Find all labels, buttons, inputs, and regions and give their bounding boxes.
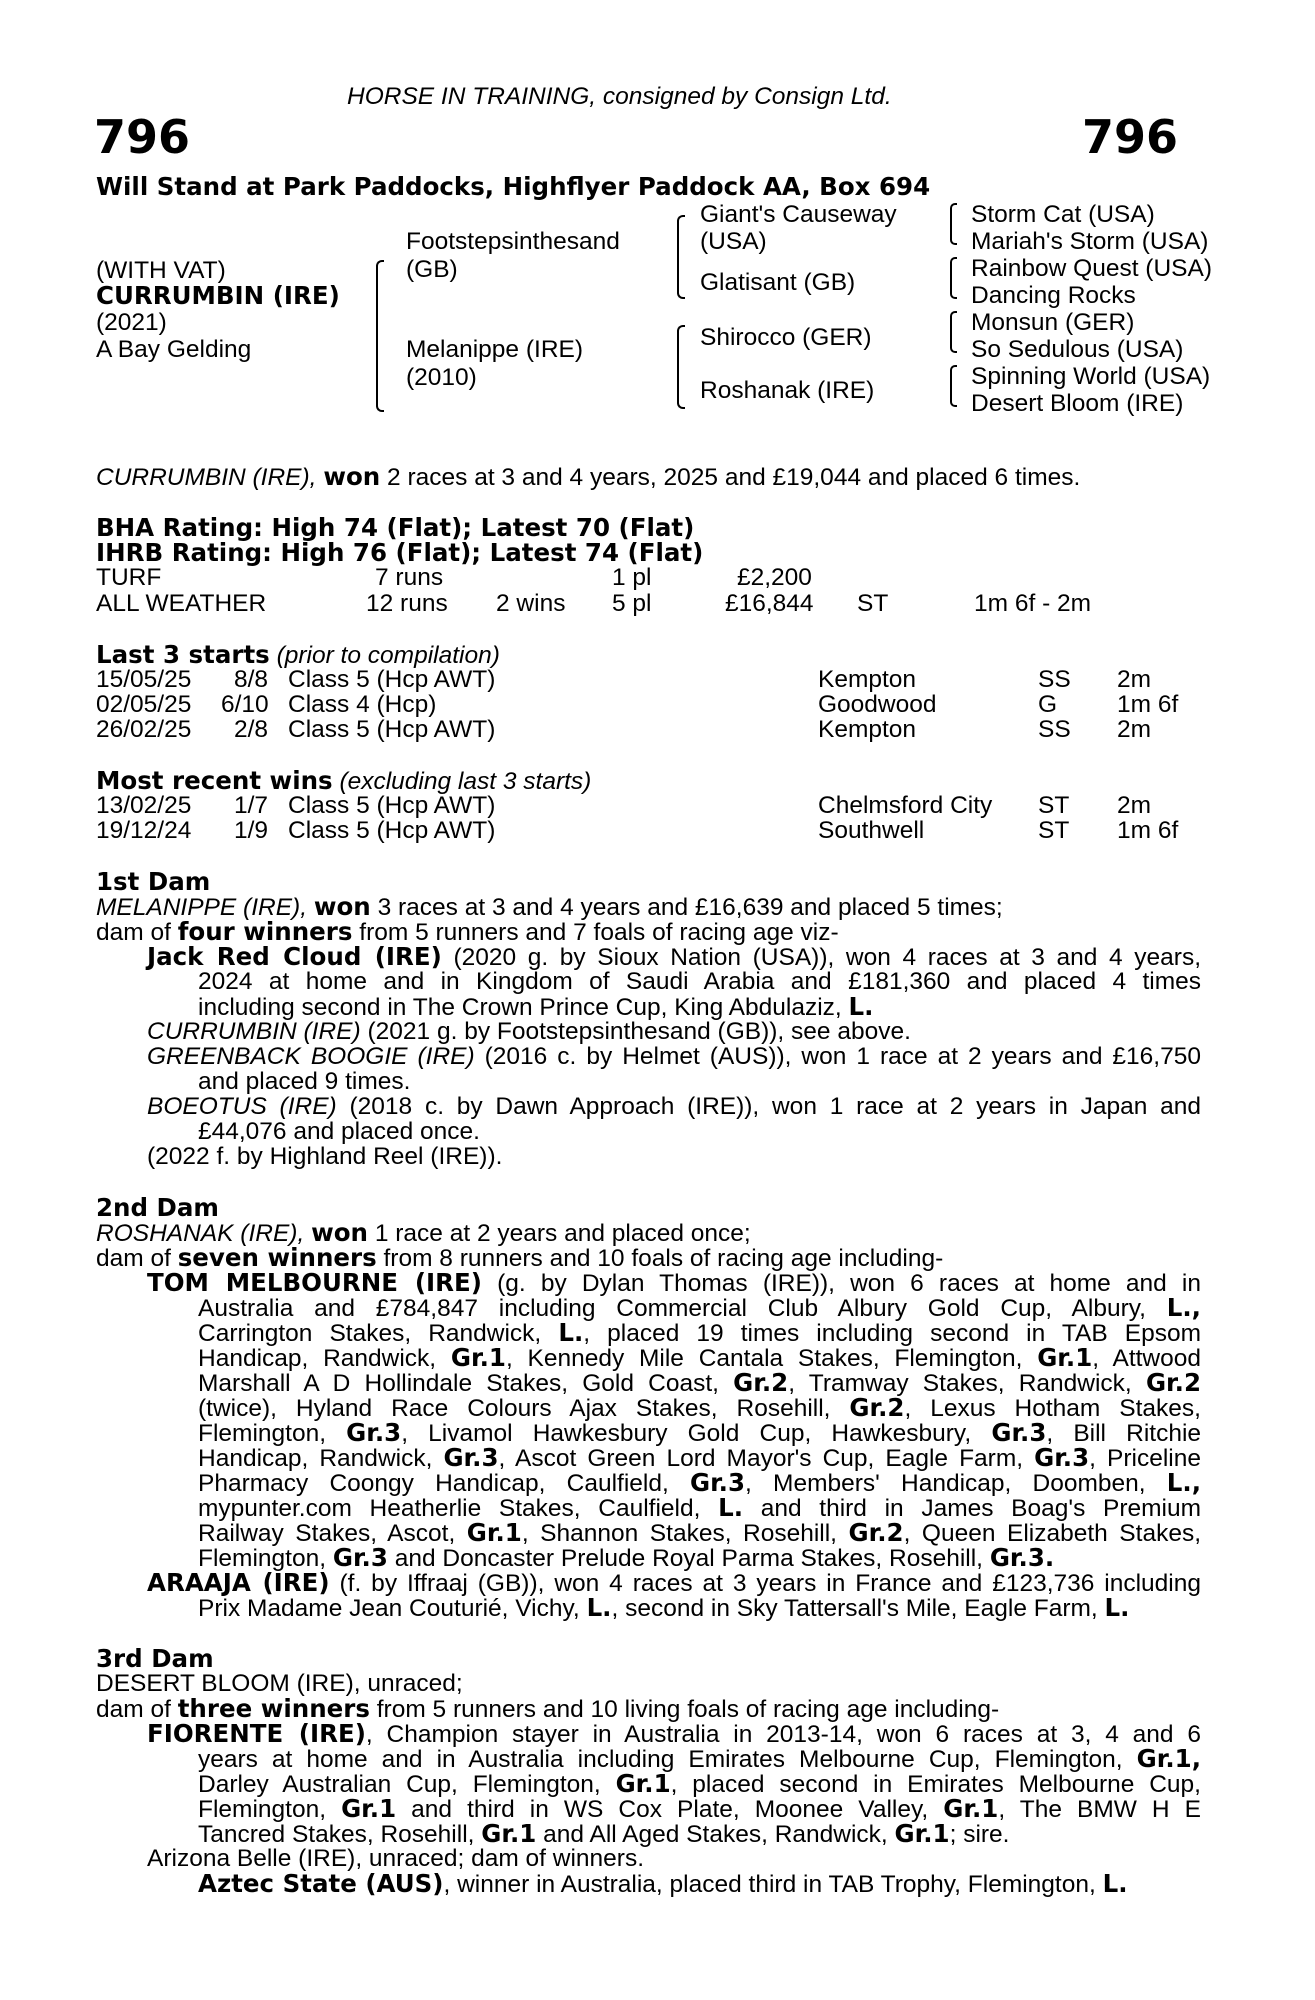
group-tag: Gr.3 <box>332 1543 388 1572</box>
race-summary <box>96 464 1080 490</box>
sire-name: Footstepsinthesand <box>406 228 620 255</box>
produce-line <box>198 1871 1128 1897</box>
location-line: Will Stand at Park Paddocks, Highflyer Paddock AA, Box 694 <box>96 172 931 201</box>
going: SS <box>1038 666 1071 693</box>
last-starts-heading <box>96 642 500 668</box>
text: dam of <box>96 1696 171 1723</box>
g3-ancestor: Mariah's Storm (USA) <box>971 228 1209 255</box>
text: Darley Australian Cup, Flemington, <box>198 1771 601 1798</box>
brace-dam <box>677 325 685 409</box>
produce-line: £44,076 and placed once. <box>198 1118 480 1145</box>
produce-line <box>147 1094 1201 1119</box>
listed-tag: L. <box>1102 1869 1128 1898</box>
brace-g3-2 <box>950 257 957 299</box>
position: 8/8 <box>234 666 269 693</box>
record-text: 3 races at 3 and 4 years and £16,639 and placed 5 times; <box>377 894 1003 921</box>
produce-line <box>147 1044 1201 1069</box>
listed-tag: L. <box>1104 1593 1130 1622</box>
race: Class 5 (Hcp AWT) <box>288 817 496 844</box>
g3-ancestor: Dancing Rocks <box>971 282 1136 309</box>
text: and Doncaster Prelude Royal Parma Stakes, Rosehill, <box>394 1545 983 1572</box>
recent-wins-title: Most recent wins <box>96 766 333 795</box>
group-tag: Gr.1 <box>894 1819 950 1848</box>
recent-wins-heading <box>96 768 591 794</box>
produce-line <box>198 1796 1201 1822</box>
bha-rating: BHA Rating: High 74 (Flat); Latest 70 (Flat) <box>96 513 695 542</box>
listed-tag: L., <box>1166 1468 1202 1497</box>
distance: 2m <box>1117 792 1152 819</box>
last-starts-title: Last 3 starts <box>96 640 270 669</box>
last-starts-note: (prior to compilation) <box>276 642 500 669</box>
text: , Champion stayer in Australia in 2013-14, won 6 races at 3, 4 and 6 <box>365 1721 1202 1748</box>
produce-line <box>198 1470 1201 1496</box>
text: , Lexus Hotham Stakes, <box>904 1395 1201 1422</box>
date: 15/05/25 <box>96 666 192 693</box>
group-tag: Gr.1 <box>450 1343 506 1372</box>
text: Flemington, <box>198 1420 327 1447</box>
group-tag: Gr.3 <box>1034 1443 1090 1472</box>
distance: 2m <box>1117 716 1152 743</box>
text: (f. by Iffraaj (GB)), won 4 races at 3 years in France and £123,736 including <box>339 1570 1202 1597</box>
text: and third in WS Cox Plate, Moonee Valley, <box>411 1796 929 1823</box>
produce-name: CURRUMBIN (IRE) <box>147 1018 361 1045</box>
course: Southwell <box>818 817 925 844</box>
foaling-year: (2021) <box>96 309 167 336</box>
text: and All Aged Stakes, Randwick, <box>543 1821 888 1848</box>
prize: £16,844 <box>725 590 814 617</box>
produce-line <box>198 1746 1201 1772</box>
produce-line: and placed 9 times. <box>198 1068 411 1095</box>
text: Marshall A D Hollindale Stakes, Gold Coast, <box>198 1370 719 1397</box>
text: , placed 19 times including second in TAB Epsom <box>583 1320 1201 1347</box>
text: Tancred Stakes, Rosehill, <box>198 1821 475 1848</box>
listed-tag: L., <box>1166 1293 1201 1322</box>
text: mypunter.com Heatherlie Stakes, Caulfield, <box>198 1495 701 1522</box>
dam-dam: Roshanak (IRE) <box>700 377 875 404</box>
produce-line <box>147 1570 1201 1596</box>
group-tag: Gr.1, <box>1136 1744 1202 1773</box>
course: Goodwood <box>818 691 937 718</box>
group-tag: Gr.1 <box>1037 1343 1093 1372</box>
produce-name: FIORENTE (IRE) <box>147 1719 366 1748</box>
horse-description: A Bay Gelding <box>96 336 252 363</box>
text: ; sire. <box>949 1821 1010 1848</box>
summary-won: won <box>323 462 381 491</box>
produce-line <box>198 1295 1201 1321</box>
group-tag: Gr.3 <box>443 1443 499 1472</box>
going: G <box>1038 691 1058 718</box>
listed-tag: L. <box>586 1593 612 1622</box>
brace-g3-3 <box>950 311 957 353</box>
produce-line <box>198 994 873 1020</box>
position: 2/8 <box>234 716 269 743</box>
produce-line <box>198 1345 1201 1371</box>
text: Handicap, Randwick, <box>198 1445 433 1472</box>
text: 2024 at home and in Kingdom of Saudi Arabia and £181,360 and placed 4 times <box>198 968 1201 995</box>
brace-main <box>376 260 384 412</box>
vat-note: (WITH VAT) <box>96 257 226 284</box>
group-tag: Gr.2 <box>848 1518 904 1547</box>
text: Prix Madame Jean Couturié, Vichy, <box>198 1595 580 1622</box>
text: , Tramway Stakes, Randwick, <box>788 1370 1132 1397</box>
produce-line <box>147 1270 1201 1296</box>
brace-g3-1 <box>950 203 957 245</box>
group-tag: Gr.1 <box>481 1819 537 1848</box>
surface: ALL WEATHER <box>96 590 267 617</box>
won-label: won <box>313 892 371 921</box>
text: , The BMW H E <box>998 1796 1201 1823</box>
runs: 7 runs <box>375 564 444 591</box>
text: , Queen Elizabeth Stakes, <box>903 1520 1202 1547</box>
date: 19/12/24 <box>96 817 192 844</box>
sire-dam: Glatisant (GB) <box>700 269 856 296</box>
brace-g3-4 <box>950 365 957 407</box>
text: , Livamol Hawkesbury Gold Cup, Hawkesbury, <box>401 1420 972 1447</box>
produce-line: Arizona Belle (IRE), unraced; dam of winners. <box>147 1845 645 1872</box>
won-label: won <box>311 1218 369 1247</box>
winners-count: three winners <box>177 1694 370 1723</box>
text: dam of <box>96 1245 171 1272</box>
text: , Priceline <box>1089 1445 1201 1472</box>
text: (2021 g. by Footstepsinthesand (GB)), see above. <box>367 1018 911 1045</box>
listed-tag: L. <box>848 992 874 1021</box>
group-tag: Gr.3 <box>346 1418 402 1447</box>
race: Class 5 (Hcp AWT) <box>288 716 496 743</box>
text: including second in The Crown Prince Cup, King Abdulaziz, <box>198 994 842 1021</box>
text: years at home and in Australia including Emirates Melbourne Cup, Flemington, <box>198 1746 1123 1773</box>
going: ST <box>1038 817 1070 844</box>
text: (2020 g. by Sioux Nation (USA)), won 4 races at 3 and 4 years, <box>453 944 1202 971</box>
text: (twice), Hyland Race Colours Ajax Stakes, Rosehill, <box>198 1395 831 1422</box>
produce-name: Aztec State (AUS) <box>198 1869 444 1898</box>
surface: TURF <box>96 564 162 591</box>
produce-line <box>147 1019 911 1044</box>
text: dam of <box>96 919 171 946</box>
runs: 12 runs <box>366 590 448 617</box>
distance: 1m 6f <box>1117 691 1179 718</box>
lot-number-right: 796 <box>1082 110 1179 164</box>
course: Chelmsford City <box>818 792 993 819</box>
going: ST <box>1038 792 1070 819</box>
dam-year: (2010) <box>406 364 477 391</box>
group-tag: Gr.1 <box>615 1769 671 1798</box>
date: 13/02/25 <box>96 792 192 819</box>
text: Railway Stakes, Ascot, <box>198 1520 456 1547</box>
second-dam-title: 2nd Dam <box>96 1193 219 1222</box>
ihrb-rating: IHRB Rating: High 76 (Flat); Latest 74 (Flat) <box>96 538 704 567</box>
text: , Ascot Green Lord Mayor's Cup, Eagle Farm, <box>498 1445 1024 1472</box>
brace-sire <box>677 215 685 299</box>
going: SS <box>1038 716 1071 743</box>
record-text: 1 race at 2 years and placed once; <box>374 1220 751 1247</box>
text: (g. by Dylan Thomas (IRE)), won 6 races at home and in <box>497 1270 1202 1297</box>
text: Flemington, <box>198 1545 327 1572</box>
winners-count: four winners <box>177 917 353 946</box>
text: Pharmacy Coongy Handicap, Caulfield, <box>198 1470 669 1497</box>
course: Kempton <box>818 716 917 743</box>
g3-ancestor: Monsun (GER) <box>971 309 1135 336</box>
race: Class 4 (Hcp) <box>288 691 437 718</box>
produce-line <box>198 1370 1201 1396</box>
winners-count: seven winners <box>177 1243 377 1272</box>
produce-name: GREENBACK BOOGIE (IRE) <box>147 1043 475 1070</box>
placed: 1 pl <box>612 564 652 591</box>
group-tag: Gr.3 <box>991 1418 1047 1447</box>
prize: £2,200 <box>737 564 812 591</box>
listed-tag: L. <box>558 1318 584 1347</box>
produce-line <box>198 1821 1010 1847</box>
text: , second in Sky Tattersall's Mile, Eagle Farm, <box>611 1595 1098 1622</box>
produce-name: TOM MELBOURNE (IRE) <box>147 1268 482 1297</box>
placed: 5 pl <box>612 590 652 617</box>
going: ST <box>857 590 889 617</box>
group-tag: Gr.1 <box>943 1794 999 1823</box>
recent-wins-note: (excluding last 3 starts) <box>339 768 592 795</box>
summary-rest: 2 races at 3 and 4 years, 2025 and £19,044 and placed 6 times. <box>387 464 1081 491</box>
summary-horse-name: CURRUMBIN (IRE), <box>96 464 317 491</box>
date: 02/05/25 <box>96 691 192 718</box>
sire-sire-origin: (USA) <box>700 228 767 255</box>
dam-sire: Shirocco (GER) <box>700 324 872 351</box>
text: and third in James Boag's Premium <box>760 1495 1202 1522</box>
third-dam-record: DESERT BLOOM (IRE), unraced; <box>96 1670 463 1697</box>
g3-ancestor: Spinning World (USA) <box>971 363 1211 390</box>
sire-sire-name: Giant's Causeway <box>700 201 897 228</box>
text: from 8 runners and 10 foals of racing age including- <box>383 1245 944 1272</box>
group-tag: Gr.1 <box>341 1794 397 1823</box>
text: , Shannon Stakes, Rosehill, <box>521 1520 837 1547</box>
race: Class 5 (Hcp AWT) <box>288 666 496 693</box>
text: , Bill Ritchie <box>1046 1420 1202 1447</box>
position: 6/10 <box>221 691 269 718</box>
distance: 1m 6f - 2m <box>974 590 1092 617</box>
race: Class 5 (Hcp AWT) <box>288 792 496 819</box>
consignment-line: HORSE IN TRAINING, consigned by Consign Ltd. <box>347 83 892 110</box>
dam-name: Melanippe (IRE) <box>406 336 584 363</box>
produce-line <box>147 944 1201 970</box>
distance: 2m <box>1117 666 1152 693</box>
text: (2016 c. by Helmet (AUS)), won 1 race at 2 years and £16,750 <box>484 1043 1201 1070</box>
produce-line <box>198 1495 1201 1521</box>
text: from 5 runners and 7 foals of racing age viz- <box>359 919 839 946</box>
produce-line <box>198 969 1201 994</box>
text: from 5 runners and 10 living foals of racing age including- <box>376 1696 1000 1723</box>
wins: 2 wins <box>496 590 566 617</box>
text: (2018 c. by Dawn Approach (IRE)), won 1 race at 2 years in Japan and <box>349 1093 1202 1120</box>
produce-name: ARAAJA (IRE) <box>147 1568 330 1597</box>
text: , Attwood <box>1092 1345 1201 1372</box>
horse-name: CURRUMBIN (IRE) <box>96 281 340 310</box>
text: , Kennedy Mile Cantala Stakes, Flemington, <box>505 1345 1023 1372</box>
text: Australia and £784,847 including Commercial Club Albury Gold Cup, Albury, <box>198 1295 1146 1322</box>
g3-ancestor: So Sedulous (USA) <box>971 336 1184 363</box>
group-tag: Gr.2 <box>733 1368 789 1397</box>
group-tag: Gr.3 <box>689 1468 746 1497</box>
text: , winner in Australia, placed third in TAB Trophy, Flemington, <box>443 1871 1096 1898</box>
group-tag: Gr.3. <box>989 1543 1055 1572</box>
lot-number-left: 796 <box>94 110 191 164</box>
text: , Members' Handicap, Doomben, <box>745 1470 1146 1497</box>
sire-origin: (GB) <box>406 256 458 283</box>
group-tag: Gr.2 <box>1145 1368 1201 1397</box>
date: 26/02/25 <box>96 716 192 743</box>
text: Flemington, <box>198 1796 327 1823</box>
produce-name: BOEOTUS (IRE) <box>147 1093 337 1120</box>
text: , placed second in Emirates Melbourne Cup, <box>670 1771 1201 1798</box>
produce-line: (2022 f. by Highland Reel (IRE)). <box>147 1143 503 1170</box>
g3-ancestor: Desert Bloom (IRE) <box>971 390 1184 417</box>
course: Kempton <box>818 666 917 693</box>
produce-name: Jack Red Cloud (IRE) <box>147 942 442 971</box>
distance: 1m 6f <box>1117 817 1179 844</box>
dam-name: ROSHANAK (IRE), <box>96 1220 305 1247</box>
g3-ancestor: Rainbow Quest (USA) <box>971 255 1213 282</box>
position: 1/9 <box>234 817 269 844</box>
g3-ancestor: Storm Cat (USA) <box>971 201 1155 228</box>
group-tag: Gr.2 <box>849 1393 905 1422</box>
position: 1/7 <box>234 792 269 819</box>
third-dam-title: 3rd Dam <box>96 1644 214 1673</box>
text: Carrington Stakes, Randwick, <box>198 1320 542 1347</box>
dam-name: MELANIPPE (IRE), <box>96 894 308 921</box>
listed-tag: L. <box>718 1493 744 1522</box>
produce-line <box>147 1721 1201 1747</box>
produce-line <box>198 1595 1129 1621</box>
first-dam-title: 1st Dam <box>96 867 211 896</box>
group-tag: Gr.1 <box>466 1518 522 1547</box>
text: Handicap, Randwick, <box>198 1345 437 1372</box>
